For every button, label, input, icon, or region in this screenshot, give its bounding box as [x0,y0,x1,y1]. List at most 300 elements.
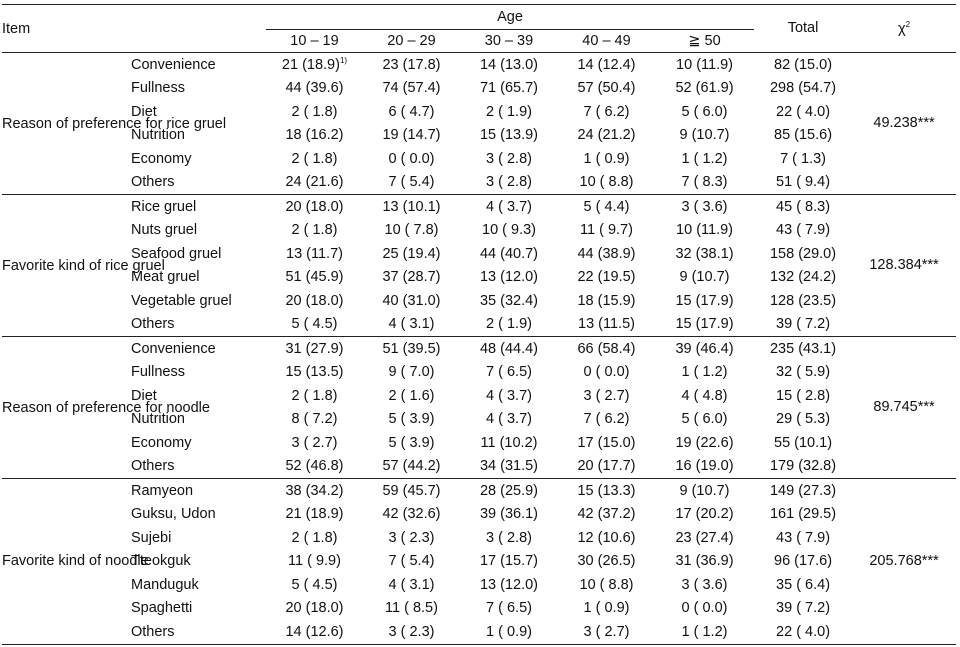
value-cell [363,361,460,385]
value-text: 15 (13.3) [577,482,636,499]
value-text: 4 ( 3.1) [388,316,435,332]
value-cell [558,337,655,361]
category-label: Economy [131,150,192,167]
value-cell [558,147,655,171]
value-cell [655,242,754,266]
value-cell [460,526,558,550]
value-text: 13 (11.5) [578,316,635,332]
value-text: 52 (61.9) [675,80,734,96]
category-label: Convenience [131,340,216,357]
value-cell [460,289,558,313]
chi-square-value: 128.384*** [852,195,956,337]
total-cell: 15 ( 2.8) [776,387,831,404]
value-cell [363,171,460,195]
category-label: Guksu, Udon [131,506,216,522]
total-cell: 128 (23.5) [769,292,837,309]
value-cell [460,219,558,243]
value-cell [266,171,363,195]
value-text: 23 (17.8) [382,56,441,73]
value-text: 2 ( 1.8) [291,150,338,167]
value-cell [655,147,754,171]
value-text: 7 ( 6.2) [583,411,630,427]
value-text: 42 (37.2) [577,506,636,522]
value-text: 15 (13.9) [479,127,539,143]
value-text: 1 ( 1.2) [681,150,728,167]
value-cell [460,147,558,171]
value-text: 1 ( 0.9) [583,150,630,167]
category-label: Diet [131,387,157,404]
chi-square-header [852,5,956,53]
value-cell [363,573,460,597]
value-cell [363,124,460,148]
value-cell [655,455,754,479]
table-row [2,620,956,644]
value-cell [655,431,754,455]
value-cell [655,597,754,621]
value-text: 5 ( 6.0) [681,411,728,427]
category-label: Others [131,171,266,195]
value-cell [266,77,363,101]
value-text: 3 ( 2.8) [486,150,532,167]
value-cell [363,455,460,479]
value-cell [363,100,460,124]
value-text: 13 (12.0) [479,576,539,593]
value-text: 4 ( 3.7) [486,387,532,404]
value-text: 4 ( 4.8) [681,387,728,404]
value-cell [655,550,754,574]
value-text: 35 (32.4) [479,292,539,309]
total-cell: 85 (15.6) [774,127,833,143]
value-cell [558,620,655,644]
value-cell [460,597,558,621]
value-cell [266,361,363,385]
table-row [2,266,956,290]
value-text: 25 (19.4) [382,245,441,262]
total-cell: 32 ( 5.9) [776,364,831,380]
value-text: 4 ( 3.1) [388,576,435,593]
value-text: 8 ( 7.2) [291,411,338,427]
value-cell [655,219,754,243]
value-cell [558,455,655,479]
category-label: Sujebi [131,529,172,546]
total-cell: 132 (24.2) [769,269,837,285]
value-text: 11 ( 8.5) [385,600,438,616]
value-cell [460,573,558,597]
value-cell [266,337,363,361]
category-label: Nutrition [131,411,185,427]
category-label: Meat gruel [131,269,200,285]
value-cell [460,242,558,266]
value-text: 5 ( 4.5) [291,576,338,593]
value-text: 57 (50.4) [577,80,636,96]
value-text: 34 (31.5) [479,458,539,474]
value-text: 51 (39.5) [382,340,441,357]
value-cell [558,384,655,408]
value-text: 10 ( 8.8) [579,576,634,593]
value-text: 7 ( 8.3) [681,174,728,190]
value-cell [460,431,558,455]
value-cell [655,266,754,290]
value-cell [363,503,460,527]
value-text: 18 (15.9) [577,292,636,309]
value-cell [558,361,655,385]
age-group-header: 20 – 29 [363,30,460,53]
value-text: 39 (36.1) [479,506,539,522]
value-cell [655,361,754,385]
value-text: 3 ( 2.7) [291,434,338,451]
value-cell [460,361,558,385]
category-label: Economy [131,434,192,451]
table-row [2,124,956,148]
value-text: 5 ( 3.9) [388,411,435,427]
value-cell [363,597,460,621]
value-text: 2 ( 1.8) [291,103,338,120]
footnote-marker: 1) [339,56,348,65]
value-cell [460,455,558,479]
category-label: Others [131,620,266,644]
value-text: 52 (46.8) [285,458,344,474]
value-text: 12 (10.6) [577,529,636,546]
value-cell [460,620,558,644]
value-cell [460,408,558,432]
value-text: 74 (57.4) [382,80,441,96]
value-cell [266,147,363,171]
total-cell: 96 (17.6) [774,553,833,569]
value-text: 0 ( 0.0) [681,600,728,616]
table-row [2,479,956,503]
value-text: 13 (10.1) [382,198,441,215]
value-cell [655,408,754,432]
table-row [2,171,956,195]
value-text: 3 ( 2.7) [583,387,630,404]
value-text: 3 ( 2.8) [486,174,532,190]
table-row [2,337,956,361]
table-row [2,408,956,432]
value-text: 3 ( 2.3) [388,623,435,640]
total-cell: 43 ( 7.9) [776,222,831,238]
value-text: 10 (11.9) [676,56,733,73]
age-group-header: 30 – 39 [460,30,558,53]
value-cell [655,573,754,597]
total-cell: 161 (29.5) [769,506,837,522]
value-cell [460,266,558,290]
age-group-header: 40 – 49 [558,30,655,53]
value-cell [266,550,363,574]
value-text: 1 ( 1.2) [681,623,728,640]
table-row [2,77,956,101]
value-text: 5 ( 4.4) [583,198,630,215]
value-cell [655,337,754,361]
value-text: 59 (45.7) [382,482,441,499]
value-cell [460,503,558,527]
value-cell [266,53,363,77]
value-cell [266,195,363,219]
total-cell: 22 ( 4.0) [776,103,831,120]
value-text: 7 ( 5.4) [388,174,435,190]
item-label: Reason of preference for noodle [2,337,131,479]
value-cell [558,171,655,195]
value-cell [363,384,460,408]
value-text: 24 (21.2) [577,127,636,143]
value-cell [655,289,754,313]
value-text: 32 (38.1) [675,245,734,262]
value-cell [460,171,558,195]
table-row [2,313,956,337]
value-cell [558,53,655,77]
table-row [2,526,956,550]
item-label: Favorite kind of noodle [2,479,131,645]
value-cell [266,620,363,644]
chi-superscript: 2 [905,19,911,29]
value-text: 19 (22.6) [675,434,734,451]
value-cell [655,195,754,219]
value-cell [460,124,558,148]
value-text: 11 ( 9.7) [580,222,633,238]
category-label: Rice gruel [131,198,197,215]
table-row [2,195,956,219]
table-body [2,53,956,645]
value-cell [558,573,655,597]
value-cell [655,171,754,195]
table-row [2,361,956,385]
value-text: 21 (18.9) [281,57,340,73]
value-cell [655,526,754,550]
value-text: 2 ( 1.6) [388,387,435,404]
value-text: 31 (27.9) [285,340,344,357]
total-cell: 7 ( 1.3) [780,150,826,167]
value-cell [558,289,655,313]
item-label: Reason of preference for rice gruel [2,53,131,195]
total-cell: 39 ( 7.2) [754,313,852,337]
value-cell [460,77,558,101]
value-cell [363,526,460,550]
value-cell [460,337,558,361]
table-row [2,219,956,243]
chi-square-value: 205.768*** [852,479,956,645]
value-text: 10 ( 9.3) [482,222,536,238]
total-cell: 179 (32.8) [754,455,852,479]
total-cell: 149 (27.3) [769,482,837,499]
value-cell [363,77,460,101]
value-text: 15 (13.5) [285,364,344,380]
value-text: 4 ( 3.7) [486,411,532,427]
value-cell [363,53,460,77]
item-label: Favorite kind of rice gruel [2,195,131,337]
value-cell [558,266,655,290]
value-text: 19 (14.7) [382,127,441,143]
value-text: 3 ( 2.3) [388,529,435,546]
total-cell: 22 ( 4.0) [754,620,852,644]
value-text: 20 (18.0) [285,600,344,616]
value-text: 2 ( 1.8) [291,222,338,238]
value-cell [266,384,363,408]
total-header: Total [754,5,852,53]
value-cell [655,479,754,503]
value-cell [266,597,363,621]
age-group-header: 10 – 19 [266,30,363,53]
value-text: 3 ( 2.8) [486,529,532,546]
value-text: 57 (44.2) [382,458,441,474]
value-cell [266,503,363,527]
value-cell [266,219,363,243]
value-cell [460,479,558,503]
chi-symbol: χ [897,20,906,37]
value-cell [363,195,460,219]
value-cell [655,77,754,101]
value-text: 3 ( 3.6) [681,198,728,215]
category-label: Nutrition [131,127,185,143]
value-cell [363,408,460,432]
total-cell: 158 (29.0) [769,245,837,262]
value-cell [655,100,754,124]
value-text: 38 (34.2) [285,482,344,499]
value-text: 7 ( 6.5) [486,600,532,616]
value-text: 2 ( 1.9) [486,316,532,332]
table-row [2,573,956,597]
value-text: 7 ( 6.5) [486,364,532,380]
value-cell [266,479,363,503]
value-text: 44 (38.9) [577,245,636,262]
value-cell [558,408,655,432]
value-text: 9 (10.7) [679,269,730,285]
value-cell [266,455,363,479]
value-text: 11 ( 9.9) [288,553,341,569]
age-group-header: ≧ 50 [655,30,754,53]
value-text: 15 (17.9) [675,292,734,309]
value-cell [558,526,655,550]
age-header: Age [266,5,754,30]
value-text: 48 (44.4) [479,340,539,357]
value-text: 71 (65.7) [479,80,539,96]
value-cell [460,384,558,408]
value-text: 20 (17.7) [577,458,636,474]
table-row [2,503,956,527]
value-text: 1 ( 0.9) [486,623,532,640]
value-text: 5 ( 6.0) [681,103,728,120]
category-label: Vegetable gruel [131,292,232,309]
value-text: 2 ( 1.8) [291,387,338,404]
value-text: 1 ( 0.9) [583,600,630,616]
value-text: 9 (10.7) [679,127,730,143]
value-cell [558,313,655,337]
value-cell [363,431,460,455]
value-cell [266,526,363,550]
value-cell [266,242,363,266]
value-cell [558,100,655,124]
value-text: 3 ( 3.6) [681,576,728,593]
value-text: 44 (39.6) [285,80,344,96]
value-text: 11 (10.2) [480,434,538,451]
total-cell: 43 ( 7.9) [776,529,831,546]
value-cell [266,573,363,597]
value-text: 15 (17.9) [675,316,734,332]
value-cell [363,479,460,503]
table-row [2,550,956,574]
value-text: 66 (58.4) [577,340,636,357]
value-cell [460,53,558,77]
total-cell: 55 (10.1) [774,434,833,451]
value-text: 17 (15.0) [577,434,636,451]
item-header: Item [2,5,131,53]
value-text: 40 (31.0) [382,292,441,309]
total-cell: 51 ( 9.4) [754,171,852,195]
value-cell [363,550,460,574]
value-text: 14 (13.0) [479,56,539,73]
value-text: 10 ( 8.8) [579,174,634,190]
table-row [2,455,956,479]
value-text: 28 (25.9) [479,482,539,499]
category-label: Seafood gruel [131,245,222,262]
table-row [2,147,956,171]
value-cell [266,266,363,290]
value-cell [266,313,363,337]
value-cell [558,195,655,219]
value-text: 10 ( 7.8) [384,222,439,238]
category-label: Fullness [131,80,185,96]
value-cell [266,124,363,148]
category-label: Nuts gruel [131,222,198,238]
value-cell [460,195,558,219]
value-text: 9 (10.7) [679,482,730,499]
value-cell [558,503,655,527]
value-text: 2 ( 1.8) [291,529,338,546]
value-text: 3 ( 2.7) [583,623,630,640]
table-row [2,597,956,621]
value-text: 5 ( 4.5) [291,316,338,332]
value-text: 14 (12.6) [285,623,344,640]
value-text: 23 (27.4) [675,529,734,546]
value-text: 7 ( 6.2) [583,103,630,120]
total-cell: 82 (15.0) [774,56,833,73]
blank-header [131,5,266,53]
data-table [2,4,956,645]
value-text: 7 ( 5.4) [388,553,435,569]
category-label: Spaghetti [131,600,193,616]
chi-square-value: 89.745*** [852,337,956,479]
value-text: 16 (19.0) [675,458,734,474]
category-label: Convenience [131,56,216,73]
category-label: Diet [131,103,157,120]
value-cell [558,124,655,148]
value-cell [558,479,655,503]
value-text: 18 (16.2) [285,127,344,143]
value-text: 0 ( 0.0) [583,364,630,380]
value-text: 20 (18.0) [285,292,344,309]
category-label: Others [131,455,266,479]
value-cell [363,337,460,361]
value-cell [460,100,558,124]
table-row [2,53,956,77]
value-text: 39 (46.4) [675,340,734,357]
value-text: 51 (45.9) [285,269,344,285]
chi-square-value: 49.238*** [852,53,956,195]
value-text: 2 ( 1.9) [486,103,532,120]
total-cell: 235 (43.1) [769,340,837,357]
value-text: 31 (36.9) [675,553,734,569]
category-label: Others [131,313,266,337]
value-cell [558,550,655,574]
total-cell: 45 ( 8.3) [776,198,831,215]
value-text: 14 (12.4) [577,56,636,73]
value-cell [266,100,363,124]
header-row-1 [2,5,956,30]
total-cell: 35 ( 6.4) [776,576,831,593]
value-cell [655,503,754,527]
value-text: 21 (18.9) [285,506,344,522]
value-text: 22 (19.5) [577,269,636,285]
total-cell: 29 ( 5.3) [776,411,831,427]
value-text: 5 ( 3.9) [388,434,435,451]
